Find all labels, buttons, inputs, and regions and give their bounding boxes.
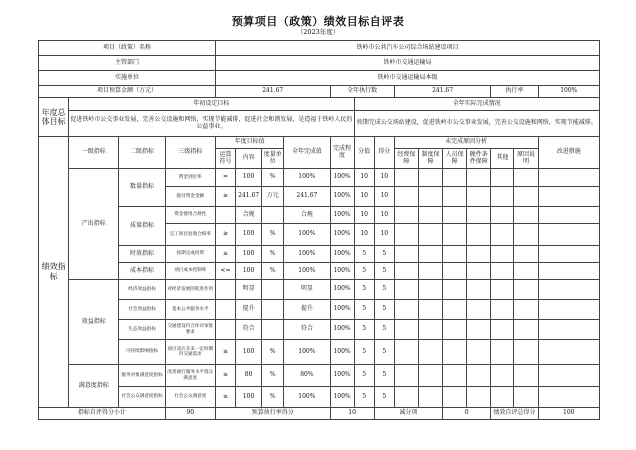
exec-label: 全年执行数 (330, 86, 394, 98)
row-got: 10 (374, 207, 394, 224)
row-unit: % (262, 169, 284, 187)
row-score: 5 (354, 340, 374, 365)
row-operator: ≥ (215, 387, 235, 408)
project-name-label: 项目（政策）名称 (39, 41, 216, 56)
row-level3: 对经济发展的促进作用 (165, 280, 215, 300)
header-got: 得分 (374, 137, 394, 169)
row-degree: 100% (330, 280, 354, 300)
row-content: 80 (236, 365, 262, 387)
row-unit: % (262, 246, 284, 263)
row-content: 提升 (236, 300, 262, 320)
row-score: 10 (354, 224, 374, 246)
row-got: 5 (374, 365, 394, 387)
exec-amount: 241.67 (394, 86, 491, 98)
row-operator (215, 280, 235, 300)
row-unit: % (262, 263, 284, 280)
row-level3: 基本公共服务水平 (165, 300, 215, 320)
level2-economic: 经济效益指标 (119, 280, 165, 300)
row-degree: 100% (330, 340, 354, 365)
row-score: 5 (354, 300, 374, 320)
row-completion: 80% (284, 365, 330, 387)
level2-ecological: 生态效益指标 (119, 320, 165, 340)
final-score-value: 100 (538, 408, 599, 420)
row-unit (262, 207, 284, 224)
row-score: 10 (354, 169, 374, 187)
header-reason-note: 原因说明 (514, 149, 538, 169)
header-measures: 改进措施 (538, 137, 599, 169)
row-level3: 完工项目验收合格率 (165, 224, 215, 246)
row-level3: 项目成本控制率 (165, 263, 215, 280)
row-operator (215, 300, 235, 320)
header-content: 内容 (236, 149, 262, 169)
row-level3: 资金使用合规性 (165, 207, 215, 224)
row-level3: 交通建设符合环评审批要求 (165, 320, 215, 340)
row-unit (262, 280, 284, 300)
row-score: 10 (354, 187, 374, 207)
total-score-label: 指标自评得分小计 (39, 408, 166, 420)
row-got: 5 (374, 280, 394, 300)
row-completion: 合规 (284, 207, 330, 224)
page-title: 预算项目（政策）绩效目标自评表 (231, 15, 405, 28)
level2-quality: 质量指标 (119, 207, 165, 246)
page-subtitle: （2023年度） (296, 28, 340, 36)
row-content: 100 (236, 340, 262, 365)
level2-timeliness: 时效指标 (119, 246, 165, 263)
header-degree: 完成程度 (330, 137, 354, 169)
level1-satisfaction: 满意度指标 (69, 365, 119, 408)
row-content: 合规 (236, 207, 262, 224)
level2-service-satisfaction: 服务对象满意度指标 (119, 365, 165, 387)
header-level2: 二级指标 (119, 137, 165, 169)
row-completion: 241.67 (284, 187, 330, 207)
level2-public-satisfaction: 社会公众满意度指标 (119, 387, 165, 408)
row-completion: 符合 (284, 320, 330, 340)
row-level3: 项目适应未来一定时期内交通需求 (165, 340, 215, 365)
row-degree: 100% (330, 169, 354, 187)
row-degree: 100% (330, 187, 354, 207)
row-degree: 100% (330, 320, 354, 340)
row-content: 100 (236, 263, 262, 280)
row-got: 5 (374, 300, 394, 320)
row-completion: 100% (284, 263, 330, 280)
row-completion: 提升 (284, 300, 330, 320)
annual-goal-label: 年度总体目标 (39, 98, 69, 137)
unit-value: 铁岭市交通运输局本级 (215, 71, 599, 86)
row-degree: 100% (330, 263, 354, 280)
header-score: 分值 (354, 137, 374, 169)
row-got: 5 (374, 246, 394, 263)
row-got: 5 (374, 320, 394, 340)
row-level3: 按期完成投资 (165, 246, 215, 263)
row-content: 100 (236, 224, 262, 246)
row-unit: % (262, 365, 284, 387)
row-score: 5 (354, 365, 374, 387)
row-unit (262, 300, 284, 320)
row-score: 5 (354, 320, 374, 340)
header-reason-system: 制度保障 (418, 149, 442, 169)
row-unit: % (262, 387, 284, 408)
row-unit: % (262, 340, 284, 365)
level2-sustainable: 可持续影响指标 (119, 340, 165, 365)
row-content: 明显 (236, 280, 262, 300)
row-got: 5 (374, 340, 394, 365)
row-operator: <= (215, 263, 235, 280)
row-content: 符合 (236, 320, 262, 340)
header-level3: 三级指标 (165, 137, 215, 169)
evaluation-table (38, 40, 600, 420)
rate-label: 执行率 (491, 86, 538, 98)
row-degree: 100% (330, 300, 354, 320)
row-completion: 明显 (284, 280, 330, 300)
rate-value: 100% (538, 86, 599, 98)
budget-label: 项目预算金额（万元） (39, 86, 216, 98)
project-name-value: 铁岭市公共汽车公司综合场站建设项目 (215, 41, 599, 56)
planned-goal-text: 促进铁岭市公交事业发展，完善公交设施和网络，实现节能减排，促进社会和谐发展，是造福于铁岭人民的公益事业。 (69, 111, 354, 137)
header-reasons: 未完成原因分析 (394, 137, 538, 149)
budget-score-value: 10 (330, 408, 374, 420)
row-got: 5 (374, 263, 394, 280)
row-degree: 100% (330, 387, 354, 408)
row-completion: 100% (284, 169, 330, 187)
row-unit: % (262, 224, 284, 246)
row-unit: 万元 (262, 187, 284, 207)
row-score: 5 (354, 387, 374, 408)
dept-label: 主管部门 (39, 56, 216, 71)
dept-value: 铁岭市交通运输局 (215, 56, 599, 71)
row-score: 5 (354, 263, 374, 280)
row-completion: 100% (284, 224, 330, 246)
row-content: 100 (236, 246, 262, 263)
header-reason-other: 其他 (491, 149, 514, 169)
row-level3: 改善通行服务水平群众满意度 (165, 365, 215, 387)
row-got: 10 (374, 224, 394, 246)
row-score: 5 (354, 246, 374, 263)
row-operator: ≥ (215, 224, 235, 246)
header-reason-hardware: 硬件条件保障 (467, 149, 491, 169)
row-got: 10 (374, 187, 394, 207)
row-content: 100 (236, 169, 262, 187)
level2-quantity: 数量指标 (119, 169, 165, 207)
row-completion: 100% (284, 246, 330, 263)
row-completion: 100% (284, 387, 330, 408)
budget-score-label: 预算执行率得分 (215, 408, 330, 420)
budget-amount: 241.67 (215, 86, 330, 98)
row-content: 241.67 (236, 187, 262, 207)
total-score-value: 90 (165, 408, 215, 420)
actual-completion-label: 全年实际完成情况 (354, 98, 599, 111)
row-operator: ≥ (215, 340, 235, 365)
header-level1: 一级指标 (69, 137, 119, 169)
row-score: 5 (354, 280, 374, 300)
row-got: 5 (374, 387, 394, 408)
performance-indicator-label: 绩效指标 (39, 137, 69, 408)
row-operator: ≥ (215, 365, 235, 387)
level2-cost: 成本指标 (119, 263, 165, 280)
row-degree: 100% (330, 246, 354, 263)
row-operator: ≥ (215, 187, 235, 207)
actual-completion-text: 按期完成公交场站建设，促进铁岭市公交事业发展，完善公交设施和网络，实现节能减排。 (354, 111, 599, 137)
row-operator: = (215, 169, 235, 187)
header-reason-funding: 经费保障 (394, 149, 418, 169)
row-got: 10 (374, 169, 394, 187)
row-degree: 100% (330, 207, 354, 224)
level1-output: 产出指标 (69, 169, 119, 280)
row-degree: 100% (330, 224, 354, 246)
row-level3: 资金到位率 (165, 169, 215, 187)
row-level3: 拨付资金金额 (165, 187, 215, 207)
header-operator: 运算符号 (215, 149, 235, 169)
unit-label: 实施单位 (39, 71, 216, 86)
row-degree: 100% (330, 365, 354, 387)
deduct-value: 0 (443, 408, 491, 420)
row-score: 10 (354, 207, 374, 224)
row-content: 100 (236, 387, 262, 408)
header-annual-target: 年度目标值 (215, 137, 283, 149)
row-level3: 社会公众满意度 (165, 387, 215, 408)
header-unit: 度量单位 (262, 149, 284, 169)
final-score-label: 绩效自评总得分 (491, 408, 538, 420)
header-completion: 全年完成值 (284, 137, 330, 169)
deduct-label: 减分项 (374, 408, 442, 420)
header-reason-staff: 人员保障 (443, 149, 467, 169)
level1-benefit: 效益指标 (69, 280, 119, 365)
row-operator (215, 207, 235, 224)
row-completion: 100% (284, 340, 330, 365)
row-operator (215, 320, 235, 340)
level2-social: 社会效益指标 (119, 300, 165, 320)
row-unit (262, 320, 284, 340)
planned-goal-label: 年初设定目标 (69, 98, 354, 111)
row-operator: ≥ (215, 246, 235, 263)
